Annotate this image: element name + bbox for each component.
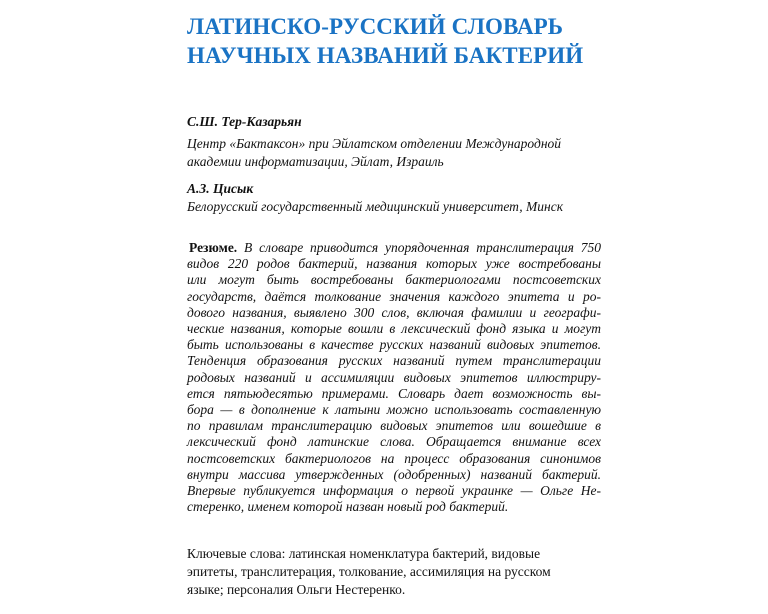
abstract-line: ческие названия, которые вошли в лексический фонд языка и могут [187,321,601,337]
author-name-1: С.Ш. Тер-Казарьян [187,114,302,129]
abstract-line: государств, даётся толкование значения каждого эпитета и ро- [187,288,601,304]
abstract-line: внутри массива утвержденных (одобренных) названий бактерий. [187,466,601,482]
article-title-line-1: ЛАТИНСКО-РУССКИЙ СЛОВАРЬ [187,14,564,39]
author-affiliation-1 [187,135,707,171]
author-block-1 [187,113,707,171]
keywords-line: Ключевые слова: латинская номенклатура бактерий, видовые [187,546,541,561]
article-title-line-2: НАУЧНЫХ НАЗВАНИЙ БАКТЕРИЙ [187,43,584,68]
keywords-line: языке; персоналия Ольги Нестеренко. [187,582,406,597]
keywords-line: эпитеты, транслитерация, толкование, ассимиляция на русском [187,564,551,579]
abstract-line: видов 220 родов бактерий, названия которых уже востребованы [187,256,601,272]
abstract-line: по правилам транслитерацию видовых эпитетов или вошедшие в [187,418,601,434]
abstract-line: дового названия, выявлено 300 слов, включая фамилии и географи- [187,304,601,320]
author-affiliation-1-line-2: академии информатизации, Эйлат, Израиль [187,154,444,169]
abstract-line: Впервые публикуется информация о первой украинке — Ольге Не- [187,483,601,499]
abstract-line: родовых названий и ассимиляции видовых эпитетов иллюстриру- [187,369,601,385]
author-affiliation-2-line-1: Белорусский государственный медицинский университет, Минск [187,199,564,214]
abstract-line: или могут быть востребованы бактериологами постсоветских [187,272,601,288]
author-name-2: А.З. Цисык [187,181,254,196]
abstract-line: Тенденция образования русских названий путем транслитерации [187,353,601,369]
keywords [187,545,607,599]
abstract [187,240,601,515]
abstract-line: стеренко, именем которой назван новый род бактерий. [187,499,509,515]
author-affiliation-1-line-1: Центр «Бактаксон» при Эйлатском отделении Международной [187,136,562,151]
abstract-line: лексический фонд латинские слова. Обращается внимание всех [187,434,601,450]
abstract-line: быть использованы в качестве русских названий видовых эпитетов. [187,337,601,353]
abstract-line [187,240,601,256]
author-affiliation-2 [187,198,707,216]
abstract-line: постсоветских бактериологов на процесс образования синонимов [187,450,601,466]
abstract-label: Резюме. [189,240,238,255]
article-title [187,12,747,70]
abstract-line-text: В словаре приводится упорядоченная транслитерация 750 [244,240,601,255]
abstract-line: ется пятьюдесятью примерами. Словарь дает возможность вы- [187,385,601,401]
author-block-2 [187,180,707,216]
abstract-line: бора — в дополнение к латыни можно использовать составленную [187,402,601,418]
